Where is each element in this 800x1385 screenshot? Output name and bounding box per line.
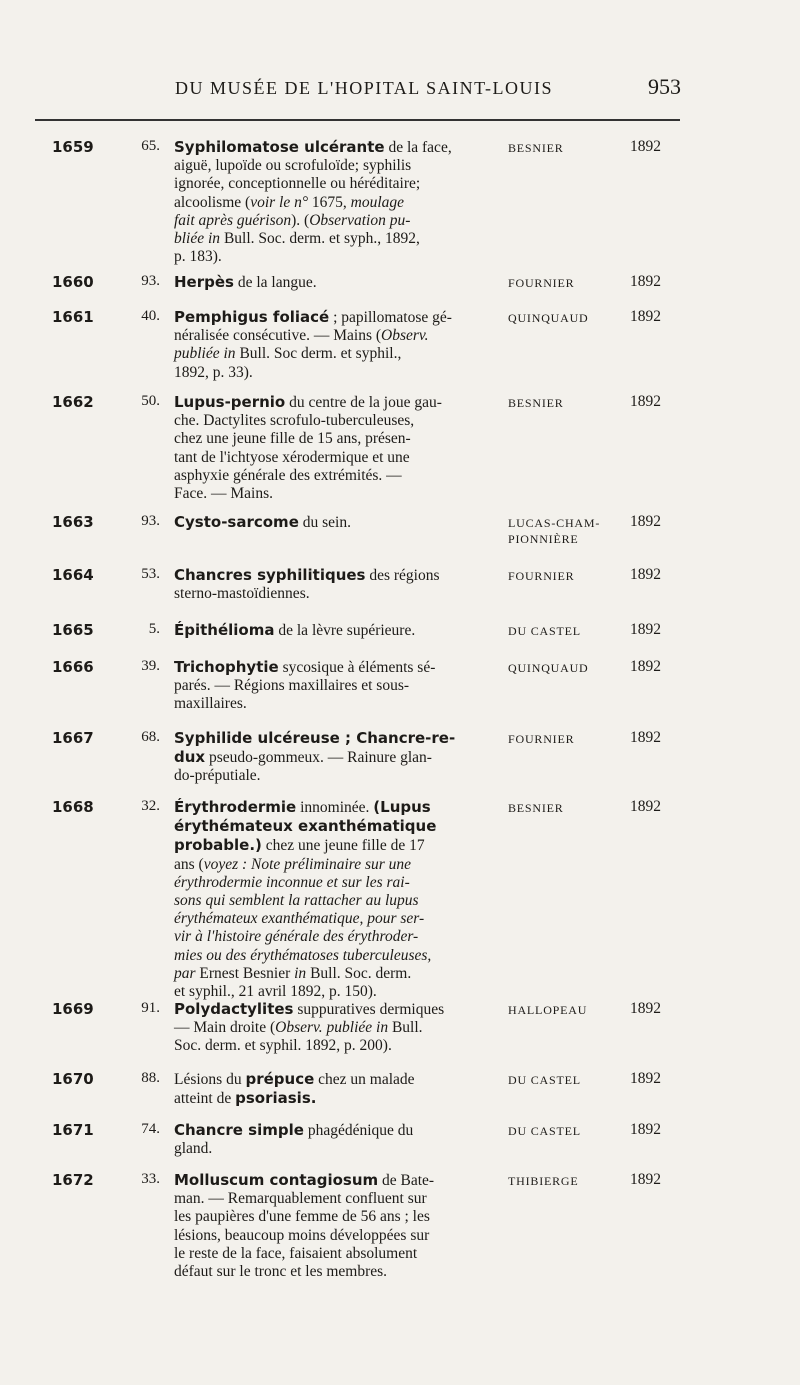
running-title: DU MUSÉE DE L'HOPITAL SAINT-LOUIS [175,78,553,98]
entry-year: 1892 [630,1121,661,1138]
entry-title: Épithélioma [174,621,275,639]
entry-subnumber: 5. [148,621,160,637]
entry-subnumber: 50. [141,393,160,409]
entry-author: DU CASTEL [508,1124,581,1138]
page-header [0,74,800,104]
entry-number: 1670 [52,1070,94,1088]
entry-number: 1667 [52,729,94,747]
entry-title: prépuce [245,1070,315,1088]
entry-number: 1660 [52,273,94,291]
entry-number: 1669 [52,1000,94,1018]
entry-year: 1892 [630,1070,661,1087]
entry-description: Chancre simple phagédénique du gland. [174,1121,414,1158]
entry-title: Molluscum contagiosum [174,1171,379,1189]
entry-description: Lésions du prépuce chez un malade atteint de psoriasis. [174,1070,415,1108]
entry-number: 1663 [52,513,94,531]
entry-year: 1892 [630,566,661,583]
entry-description: Érythrodermie innominée. (Lupus érythémateux exanthématique probable.) chez une jeune fille de 17 ans (voyez : Note préliminaire sur une érythrodermie inconnue et sur les rai- sons qui semblent la rattacher au lupus érythémateux exanthématique, pour ser- vir à l'histoire générale des érythroder- mies ou des érythématoses tuberculeuses, par Ernest Besnier in Bull. Soc. derm. et syphil., 21 avril 1892, p. 150). [174,798,437,1001]
entry-title: Trichophytie [174,658,279,676]
entry-subnumber: 88. [141,1070,160,1086]
entry-number: 1664 [52,566,94,584]
entry-author: DU CASTEL [508,624,581,638]
entry-number: 1672 [52,1171,94,1189]
entry-year: 1892 [630,798,661,815]
entry-year: 1892 [630,138,661,155]
entry-author: QUINQUAUD [508,311,589,325]
entry-description: Épithélioma de la lèvre supérieure. [174,621,416,639]
entry-number: 1659 [52,138,94,156]
entry-year: 1892 [630,308,661,325]
entry-description: Chancres syphilitiques des régions sterno-mastoïdiennes. [174,566,440,603]
entry-subnumber: 93. [141,273,160,289]
entry-year: 1892 [630,1171,661,1188]
entry-description: Syphilomatose ulcérante de la face, aiguë, lupoïde ou scrofuloïde; syphilis ignorée, conceptionnelle ou héréditaire; alcoolisme (voir le n° 1675, moulage fait après guérison). (Observation pu- bliée in Bull. Soc. derm. et syph., 1892, p. 183). [174,138,452,266]
entry-subnumber: 40. [141,308,160,324]
entry-author: LUCAS-CHAM- PIONNIÈRE [508,516,601,546]
entry-description: Polydactylites suppuratives dermiques — Main droite (Observ. publiée in Bull. Soc. derm. et syphil. 1892, p. 200). [174,1000,445,1055]
entry-number: 1661 [52,308,94,326]
entry-author: BESNIER [508,141,564,155]
entry-author: QUINQUAUD [508,661,589,675]
entry-year: 1892 [630,621,661,638]
entry-description: Syphilide ulcéreuse ; Chancre-re- dux pseudo-gommeux. — Rainure glan- do-préputiale. [174,729,456,785]
entry-title: Chancres syphilitiques [174,566,366,584]
entry-description: Pemphigus foliacé ; papillomatose gé- néralisée consécutive. — Mains (Observ. publiée in Bull. Soc derm. et syphil., 1892, p. 33). [174,308,452,381]
entry-subnumber: 91. [141,1000,160,1016]
entry-year: 1892 [630,513,661,530]
entry-description: Cysto-sarcome du sein. [174,513,351,531]
entry-number: 1671 [52,1121,94,1139]
entry-number: 1668 [52,798,94,816]
entry-subnumber: 93. [141,513,160,529]
entry-year: 1892 [630,273,661,290]
entry-number: 1665 [52,621,94,639]
entry-subnumber: 39. [141,658,160,674]
entry-title: Syphilomatose ulcérante [174,138,385,156]
entry-description: Molluscum contagiosum de Bate- man. — Remarquablement confluent sur les paupières d'une femme de 56 ans ; les lésions, beaucoup moins développées sur le reste de la face, faisaient absolument défaut sur le tronc et les membres. [174,1171,435,1281]
entry-author: THIBIERGE [508,1174,579,1188]
entry-title: Érythrodermie [174,798,297,816]
entry-title: Syphilide ulcéreuse ; Chancre-re- [174,729,456,747]
entry-title: Chancre simple [174,1121,304,1139]
entry-title: Lupus-pernio [174,393,286,411]
header-rule [35,119,680,121]
entry-title: Herpès [174,273,234,291]
entry-subnumber: 65. [141,138,160,154]
entry-year: 1892 [630,1000,661,1017]
entry-description: Trichophytie sycosique à éléments sé- parés. — Régions maxillaires et sous- maxillaires. [174,658,436,713]
entry-subnumber: 33. [141,1171,160,1187]
page-number: 953 [648,74,681,99]
entry-author: BESNIER [508,801,564,815]
entry-year: 1892 [630,658,661,675]
entry-year: 1892 [630,393,661,410]
entry-author: FOURNIER [508,569,575,583]
entry-author: FOURNIER [508,276,575,290]
entry-title: Cysto-sarcome [174,513,299,531]
entry-title: Pemphigus foliacé [174,308,330,326]
entry-subnumber: 68. [141,729,160,745]
entry-number: 1666 [52,658,94,676]
entry-subnumber: 53. [141,566,160,582]
entry-description: Herpès de la langue. [174,273,317,291]
entry-author: FOURNIER [508,732,575,746]
entry-title: Polydactylites [174,1000,294,1018]
entry-subnumber: 32. [141,798,160,814]
entry-subnumber: 74. [141,1121,160,1137]
entry-author: BESNIER [508,396,564,410]
entry-number: 1662 [52,393,94,411]
entry-author: DU CASTEL [508,1073,581,1087]
entry-author: HALLOPEAU [508,1003,588,1017]
entry-description: Lupus-pernio du centre de la joue gau- che. Dactylites scrofulo-tuberculeuses, chez une jeune fille de 15 ans, présen- tant de l'ichtyose xérodermique et une asphyxie générale des extrémités. — Face. — Mains. [174,393,442,503]
entry-year: 1892 [630,729,661,746]
